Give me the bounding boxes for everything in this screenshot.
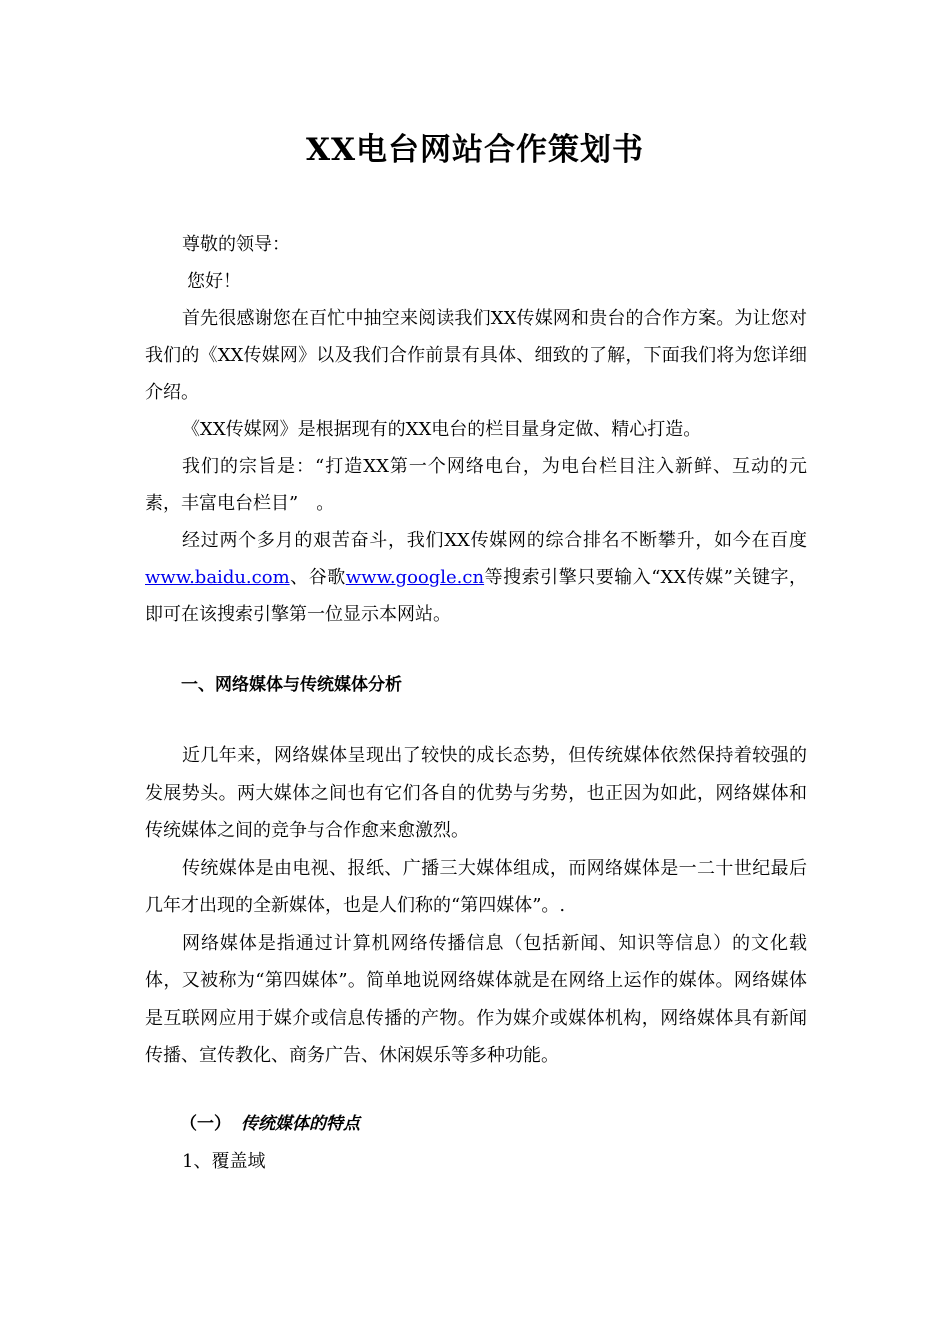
list-item-1: 1、覆盖域 [182,1151,266,1172]
intro-paragraph-2: 《XX传媒网》是根据现有的XX电台的栏目量身定做、精心打造。 [182,419,702,440]
salutation: 尊敬的领导： [182,234,290,255]
section1-paragraph-2: 传统媒体是由电视、报纸、广播三大媒体组成，而网络媒体是一二十世纪最后几年才出现的全新媒体，也是人们称的“第四媒体”。. [145,857,807,916]
subsection-heading-1 [180,1107,360,1141]
google-link[interactable]: www.google.cn [345,567,485,588]
subsection-title: 传统媒体的特点 [241,1114,360,1134]
section1-paragraph-1: 近几年来，网络媒体呈现出了较快的成长态势，但传统媒体依然保持着较强的发展势头。两大媒体之间也有它们各自的优势与劣势，也正因为如此，网络媒体和传统媒体之间的竞争与合作愈来愈激烈。 [145,745,807,841]
baidu-link[interactable]: www.baidu.com [145,567,290,588]
intro-p4-post: 等搜索引擎只要输入“XX传媒”关键字，即可在该搜索引擎第一位显示本网站。 [145,567,807,625]
section-heading-1: 一、网络媒体与传统媒体分析 [181,675,402,695]
intro-paragraph-4 [145,522,807,633]
section-1-body [145,737,807,1075]
intro-p4-mid: 、谷歌 [289,567,346,588]
intro-paragraph-3: 我们的宗旨是：“打造XX第一个网络电台，为电台栏目注入新鲜、互动的元素，丰富电台栏目” 。 [145,456,807,514]
subsection-number: （一） [180,1114,231,1134]
intro-section [145,226,807,633]
document-title: XX电台网站合作策划书 [305,132,645,168]
intro-paragraph-1: 首先很感谢您在百忙中抽空来阅读我们XX传媒网和贵台的合作方案。为让您对我们的《XX传媒网》以及我们合作前景有具体、细致的了解，下面我们将为您详细介绍。 [145,308,807,403]
section1-paragraph-3: 网络媒体是指通过计算机网络传播信息（包括新闻、知识等信息）的文化载体，又被称为“第四媒体”。简单地说网络媒体就是在网络上运作的媒体。网络媒体是互联网应用于媒介或信息传播的产物。作为媒介或媒体机构，网络媒体具有新闻传播、宣传教化、商务广告、休闲娱乐等多种功能。 [145,932,807,1066]
greeting: 您好！ [187,271,241,292]
intro-p4-pre: 经过两个多月的艰苦奋斗，我们XX传媒网的综合排名不断攀升，如今在百度 [182,530,807,551]
